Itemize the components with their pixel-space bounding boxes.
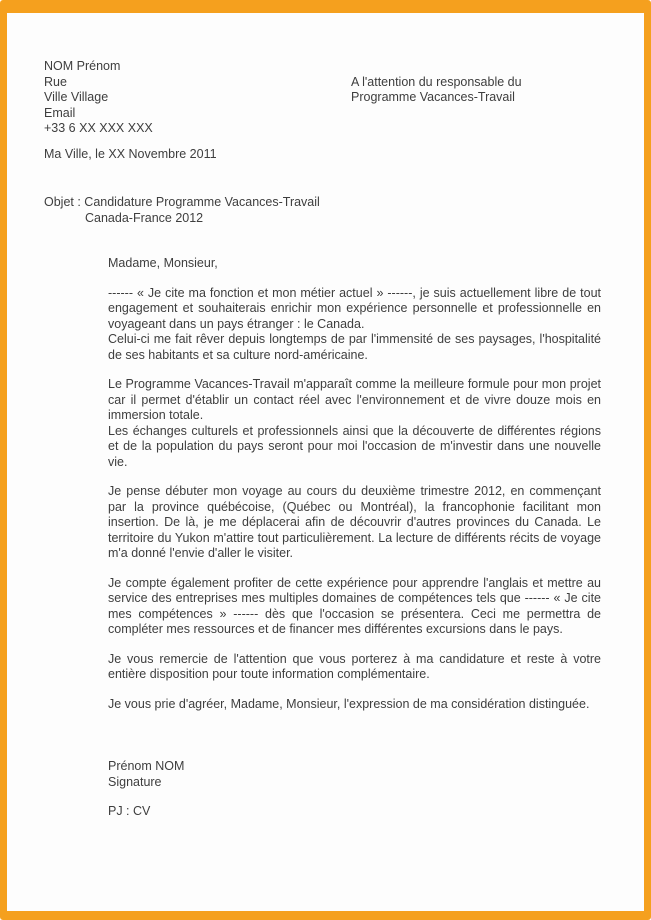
paragraph-text: Je compte également profiter de cette expérience pour apprendre l'anglais et mettre au service des entreprises mes multiples domaines de compétences tels que ------ « Je cite mes compétences » ------ dès que l'occasion se présentera. Ceci me permettra de compléter mes ressources et de financer mes différentes excursions dans le pays. [108,575,601,636]
signature-name: Prénom NOM [108,759,185,773]
paragraph-text: Je vous remercie de l'attention que vous porterez à ma candidature et reste à votre entière disposition pour toute information complémentaire. [108,651,601,681]
subject-block [44,195,644,226]
sender-line: +33 6 XX XXX XXX [44,121,153,135]
paragraph-text: Je pense débuter mon voyage au cours du deuxième trimestre 2012, en commençant par la province québécoise, (Québec ou Montréal), la francophonie facilitant mon insertion. De là, je me déplacerai afin de découvrir d'autres provinces du Canada. Le territoire du Yukon m'attire tout particulièrement. La lecture de différents récits de voyage m'a donné l'envie d'aller le visiter. [108,484,601,560]
paragraph-text: Celui-ci me fait rêver depuis longtemps de par l'immensité de ses paysages, l'hospitalité de ses habitants et sa culture nord-américaine. [108,332,601,362]
sender-address-block [44,59,644,137]
dateline: Ma Ville, le XX Novembre 2011 [44,146,217,161]
salutation: Madame, Monsieur, [108,256,218,270]
paragraph-text: ------ « Je cite ma fonction et mon métier actuel » ------, je suis actuellement libre de tout engagement et souhaiterais enrichir mon expérience personnelle et professionnelle en voyageant dans un pays étranger : le Canada. [108,285,601,331]
paragraph-3 [108,484,601,562]
letter-header [44,59,644,137]
sender-line: Email [44,105,76,120]
signature-label: Signature [108,774,162,789]
recipient-line: Programme Vacances-Travail [351,90,515,104]
recipient-block [351,75,522,106]
sender-line: Rue [44,74,67,89]
attachments-line: PJ : CV [108,804,151,818]
paragraph-text: Je vous prie d'agréer, Madame, Monsieur, l'expression de ma considération distinguée. [108,696,590,711]
paragraph-text: Les échanges culturels et professionnels ainsi que la découverte de différentes régions et de la population du pays seront pour moi l'occasion de m'investir dans une nouvelle vie. [108,423,601,469]
subject-line: Objet : Candidature Programme Vacances-Travail [44,195,320,209]
subject-line-continuation: Canada-France 2012 [85,210,204,225]
letter-body [108,256,601,820]
paragraph-1 [108,286,601,364]
paragraph-2 [108,377,601,470]
paragraph-4 [108,576,601,638]
letter [7,13,644,911]
sender-line: NOM Prénom [44,59,121,73]
paragraph-5 [108,652,601,683]
sender-line: Ville Village [44,90,109,104]
paragraph-text: Le Programme Vacances-Travail m'apparaît comme la meilleure formule pour mon projet car il permet d'établir un contact réel avec l'environnement et de vivre douze mois en immersion totale. [108,377,601,422]
closing-formula [108,697,601,713]
signature-block [108,759,601,790]
recipient-line: A l'attention du responsable du [351,74,522,89]
